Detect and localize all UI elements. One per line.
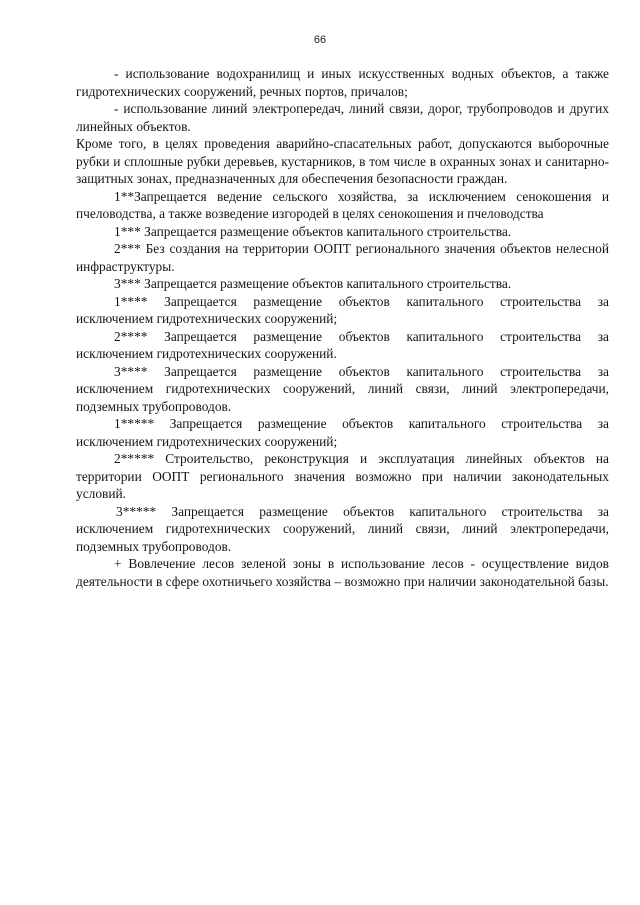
- paragraph-note-2-4star: 2**** Запрещается размещение объектов капитального строительства за исключением гидротехнических сооружений.: [76, 328, 609, 361]
- paragraph-note-3-4star: 3**** Запрещается размещение объектов капитального строительства за исключением гидротехнических сооружений, линий связи, линий электропередачи, подземных трубопроводов.: [76, 363, 609, 414]
- paragraph-note-2-5star: 2***** Строительство, реконструкция и эксплуатация линейных объектов на территории ООПТ регионального значения возможно при наличии законодательных условий.: [76, 451, 609, 501]
- paragraph-note-3-5star: 3***** Запрещается размещение объектов капитального строительства за исключением гидротехнических сооружений, линий связи, линий электропередачи, подземных трубопроводов.: [76, 503, 609, 554]
- paragraph-green-zone: + Вовлечение лесов зеленой зоны в использование лесов - осуществление видов деятельности в сфере охотничьего хозяйства – возможно при наличии законодательной базы.: [76, 556, 609, 589]
- page-number: 66: [313, 34, 327, 46]
- document-body: [76, 65, 609, 590]
- paragraph-note-2-3star: 2*** Без создания на территории ООПТ регионального значения объектов нелесной инфраструктуры.: [76, 241, 609, 274]
- paragraph-power-lines: - использование линий электропередач, линий связи, дорог, трубопроводов и других линейных объектов.: [76, 101, 609, 134]
- paragraph-emergency-felling: Кроме того, в целях проведения аварийно-спасательных работ, допускаются выборочные рубки и сплошные рубки деревьев, кустарников, в том числе в охранных зонах и санитарно-защитных зонах, предназначенных для обеспечения безопасности граждан.: [76, 136, 609, 186]
- paragraph-agriculture: 1**Запрещается ведение сельского хозяйства, за исключением сенокошения и пчеловодства, а также возведение изгородей в целях сенокошения и пчеловодства: [76, 188, 609, 221]
- paragraph-note-1-3star: 1*** Запрещается размещение объектов капитального строительства.: [114, 223, 512, 239]
- paragraph-reservoirs: - использование водохранилищ и иных искусственных водных объектов, а также гидротехнических сооружений, речных портов, причалов;: [76, 66, 609, 99]
- paragraph-note-1-5star: 1***** Запрещается размещение объектов капитального строительства за исключением гидротехнических сооружений;: [76, 416, 609, 449]
- paragraph-note-1-4star: 1**** Запрещается размещение объектов капитального строительства за исключением гидротехнических сооружений;: [76, 293, 609, 326]
- paragraph-note-3-3star: 3*** Запрещается размещение объектов капитального строительства.: [114, 276, 512, 291]
